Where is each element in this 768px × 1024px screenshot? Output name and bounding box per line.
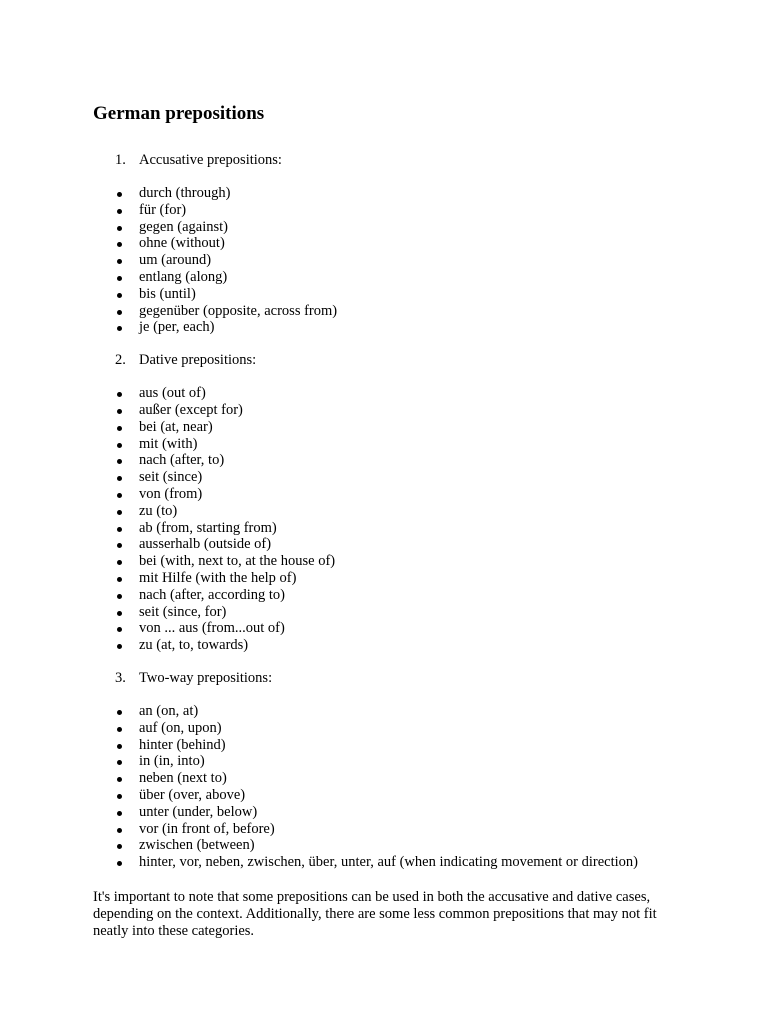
list-item	[93, 269, 693, 286]
list-item	[93, 837, 693, 854]
list-item-text: ab (from, starting from)	[139, 519, 277, 536]
bullet-icon	[93, 385, 139, 402]
list-item-text: von (from)	[139, 485, 203, 502]
list-item	[93, 553, 693, 570]
bullet-icon	[93, 520, 139, 537]
section-heading	[93, 352, 693, 369]
section-number	[93, 670, 139, 687]
list-item	[93, 235, 693, 252]
bullet-icon	[93, 452, 139, 469]
list-item	[93, 219, 693, 236]
list-item-text: ohne (without)	[139, 235, 225, 252]
bullet-icon	[93, 419, 139, 436]
section-heading	[93, 152, 693, 169]
list-item-text: aus (out of)	[139, 385, 206, 402]
list-item	[93, 854, 693, 871]
bullet-icon	[93, 720, 139, 737]
list-item-text: neben (next to)	[139, 770, 227, 787]
list-item	[93, 486, 693, 503]
section-heading	[93, 670, 693, 687]
list-item	[93, 737, 693, 754]
list-item-text: gegenüber (opposite, across from)	[139, 302, 338, 319]
bullet-icon	[93, 637, 139, 654]
list-item	[93, 604, 693, 621]
list-item-text: in (in, into)	[139, 753, 205, 770]
bullet-icon	[93, 587, 139, 604]
list-item	[93, 452, 693, 469]
list-item-text: hinter (behind)	[139, 736, 226, 753]
bullet-icon	[93, 269, 139, 286]
bullet-icon	[93, 252, 139, 269]
list-item-text: bis (until)	[139, 285, 196, 302]
bullet-icon	[93, 319, 139, 336]
list-item-text: zu (at, to, towards)	[139, 637, 249, 654]
list-item-text: mit Hilfe (with the help of)	[139, 569, 297, 586]
list-item-text: bei (with, next to, at the house of)	[139, 553, 336, 570]
list-item-text: entlang (along)	[139, 268, 228, 285]
bullet-icon	[93, 620, 139, 637]
bullet-icon	[93, 235, 139, 252]
bullet-icon	[93, 553, 139, 570]
section-number-label: 3.	[115, 669, 126, 686]
section-number	[93, 352, 139, 369]
list-item-text: je (per, each)	[139, 319, 215, 336]
list-item-text: mit (with)	[139, 435, 198, 452]
section-number	[93, 152, 139, 169]
list-item-text: nach (after, according to)	[139, 586, 285, 603]
list-item	[93, 503, 693, 520]
bullet-icon	[93, 436, 139, 453]
list-item-text: zwischen (between)	[139, 837, 255, 854]
bullet-icon	[93, 737, 139, 754]
bullet-icon	[93, 469, 139, 486]
section-label: Two-way prepositions:	[139, 669, 273, 686]
list-item-text: von ... aus (from...out of)	[139, 620, 285, 637]
list-item-text: durch (through)	[139, 185, 231, 201]
list-item	[93, 385, 693, 402]
list-item-text: seit (since, for)	[139, 603, 227, 620]
bullet-icon	[93, 503, 139, 520]
list-item	[93, 185, 693, 202]
list-item	[93, 570, 693, 587]
bullet-icon	[93, 402, 139, 419]
bullet-list	[93, 703, 693, 871]
list-item	[93, 637, 693, 654]
bullet-icon	[93, 219, 139, 236]
list-item	[93, 620, 693, 637]
bullet-icon	[93, 303, 139, 320]
list-item-text: unter (under, below)	[139, 803, 258, 820]
list-item-text: auf (on, upon)	[139, 719, 222, 736]
bullet-icon	[93, 185, 139, 202]
bullet-icon	[93, 536, 139, 553]
bullet-list	[93, 385, 693, 654]
section-label: Accusative prepositions:	[139, 152, 282, 168]
list-item-text: an (on, at)	[139, 702, 199, 719]
list-item-text: bei (at, near)	[139, 418, 213, 435]
bullet-icon	[93, 854, 139, 871]
list-item-text: um (around)	[139, 252, 212, 269]
bullet-icon	[93, 787, 139, 804]
list-item-text: zu (to)	[139, 502, 178, 519]
list-item	[93, 319, 693, 336]
bullet-icon	[93, 837, 139, 854]
list-item-text: hinter, vor, neben, zwischen, über, unter, auf (when indicating movement or direction)	[139, 854, 638, 871]
document-page	[93, 101, 693, 940]
bullet-icon	[93, 604, 139, 621]
bullet-icon	[93, 804, 139, 821]
list-item	[93, 202, 693, 219]
bullet-icon	[93, 570, 139, 587]
list-item	[93, 787, 693, 804]
list-item-text: für (for)	[139, 201, 187, 218]
list-item	[93, 703, 693, 720]
list-item	[93, 402, 693, 419]
page-title: German prepositions	[93, 103, 265, 124]
list-item-text: gegen (against)	[139, 218, 228, 235]
list-item	[93, 252, 693, 269]
list-item-text: über (over, above)	[139, 786, 246, 803]
bullet-icon	[93, 753, 139, 770]
section-number-label: 1.	[115, 152, 126, 168]
section-number-label: 2.	[115, 352, 126, 369]
list-item	[93, 804, 693, 821]
bullet-icon	[93, 821, 139, 838]
sections-container	[93, 152, 693, 871]
closing-paragraph: It's important to note that some prepositions can be used in both the accusative and dative cases, depending on the context. Additionally, there are some less common prepositions that may not fit neatly into these categories.	[93, 888, 657, 939]
list-item	[93, 303, 693, 320]
list-item	[93, 720, 693, 737]
list-item	[93, 536, 693, 553]
list-item-text: nach (after, to)	[139, 452, 225, 469]
list-item	[93, 419, 693, 436]
list-item-text: seit (since)	[139, 469, 203, 486]
list-item	[93, 520, 693, 537]
bullet-list	[93, 185, 693, 336]
list-item-text: außer (except for)	[139, 401, 243, 418]
list-item	[93, 770, 693, 787]
section-label: Dative prepositions:	[139, 352, 257, 369]
list-item	[93, 821, 693, 838]
list-item-text: vor (in front of, before)	[139, 820, 275, 837]
bullet-icon	[93, 703, 139, 720]
bullet-icon	[93, 286, 139, 303]
list-item	[93, 436, 693, 453]
bullet-icon	[93, 770, 139, 787]
list-item	[93, 286, 693, 303]
bullet-icon	[93, 202, 139, 219]
list-item	[93, 753, 693, 770]
list-item	[93, 469, 693, 486]
list-item-text: ausserhalb (outside of)	[139, 536, 272, 553]
list-item	[93, 587, 693, 604]
bullet-icon	[93, 486, 139, 503]
